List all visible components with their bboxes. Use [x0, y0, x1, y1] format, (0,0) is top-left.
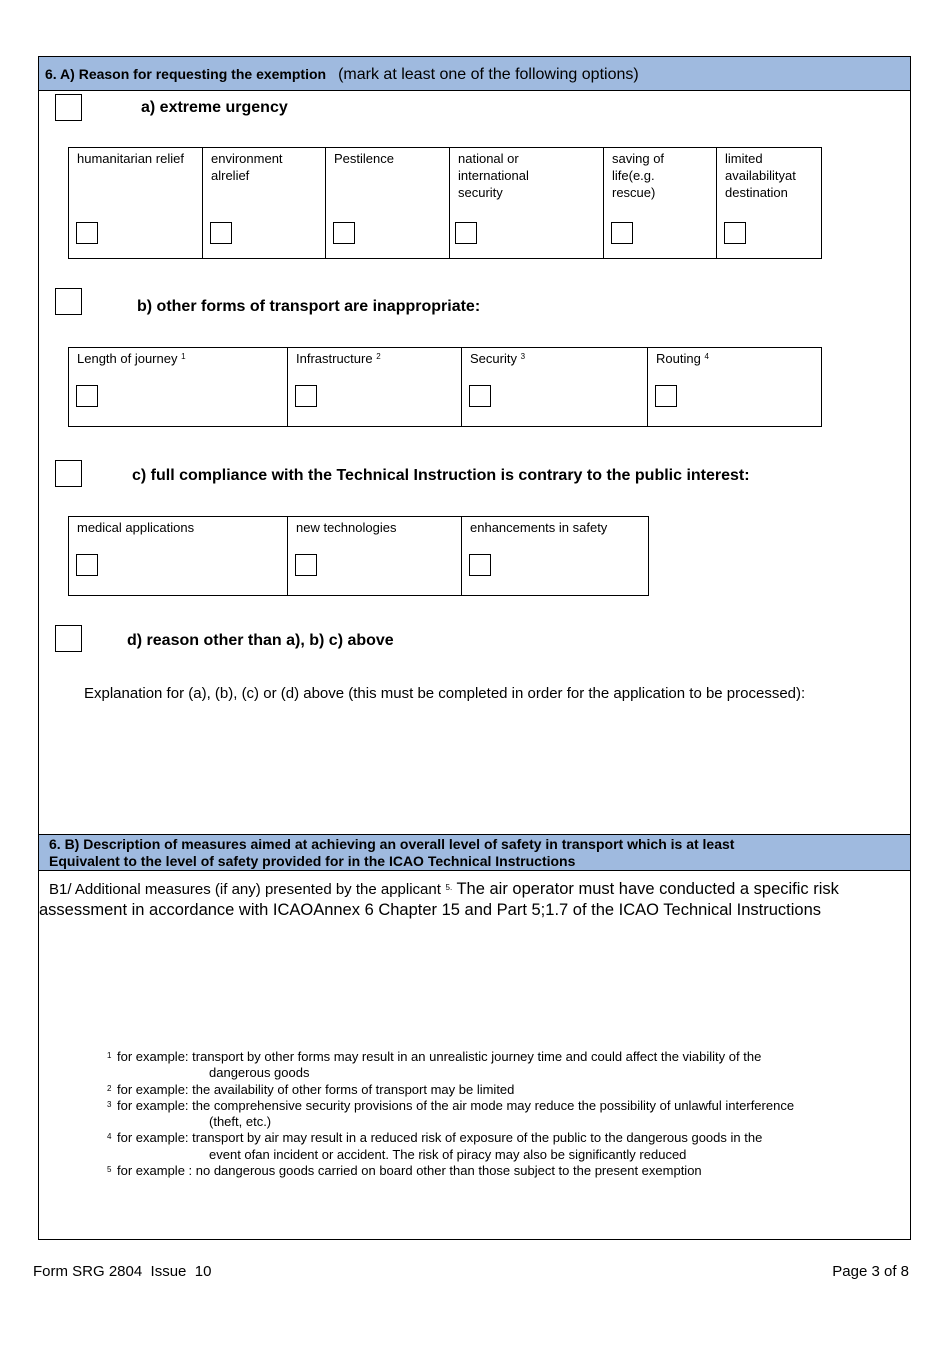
transport-option [648, 348, 822, 427]
public-interest-option [462, 517, 649, 596]
public-interest-checkbox[interactable] [55, 460, 82, 487]
footnote-text: for example : no dangerous goods carried on board other than those subject to the present exemption [117, 1163, 702, 1179]
footnote-number: 5 [107, 1165, 112, 1175]
footnote [107, 1130, 794, 1163]
urgency-option-label: limited availabilityat destination [725, 151, 796, 200]
transport-option-label [296, 350, 453, 367]
extreme-urgency-checkbox[interactable] [55, 94, 82, 121]
humanitarian-relief-checkbox[interactable] [76, 222, 98, 244]
footnote-number: 1 [107, 1051, 112, 1060]
footnote-number: 2 [107, 1083, 112, 1093]
transport-option-label [656, 350, 813, 367]
urgency-option-label: saving of life(e.g. rescue) [612, 151, 665, 200]
transport-option [288, 348, 462, 427]
section-b-header [39, 834, 910, 871]
footnote-number: 3 [107, 1099, 112, 1109]
footnote-text: for example: transport by other forms may result in an unrealistic journey time and could affect the viability of the [117, 1049, 762, 1064]
length-of-journey-checkbox[interactable] [76, 385, 98, 407]
national-security-checkbox[interactable] [455, 222, 477, 244]
new-technologies-checkbox[interactable] [295, 554, 317, 576]
footnote-continuation: dangerous goods [209, 1065, 310, 1081]
footnote-ref: 1 [181, 352, 186, 361]
footnote-ref: 5. [445, 883, 453, 892]
additional-measures [39, 879, 912, 921]
footnotes [107, 1049, 794, 1179]
transport-option-text: Security [470, 351, 517, 366]
urgency-option [69, 148, 203, 259]
public-interest-title: c) full compliance with the Technical Instruction is contrary to the public interest: [132, 467, 750, 484]
extreme-urgency-title: a) extreme urgency [141, 99, 288, 116]
form-identifier: Form SRG 2804 Issue 10 [33, 1263, 212, 1280]
limited-availability-checkbox[interactable] [724, 222, 746, 244]
public-interest-option [288, 517, 462, 596]
urgency-option [203, 148, 326, 259]
public-interest-options-table [68, 516, 649, 596]
transport-option [462, 348, 648, 427]
medical-applications-checkbox[interactable] [76, 554, 98, 576]
transport-option-label [470, 350, 639, 367]
section-a-title: 6. A) Reason for requesting the exemption [45, 66, 327, 82]
footnote-ref: 4 [704, 352, 709, 361]
urgency-option-label: environment alrelief [211, 151, 283, 183]
section-b-title-line1: 6. B) Description of measures aimed at achieving an overall level of safety in transport which is at least [49, 836, 735, 852]
footnote-continuation: event ofan incident or accident. The risk of piracy may also be significantly reduced [209, 1146, 687, 1162]
public-interest-option-label: enhancements in safety [470, 520, 608, 535]
transport-option-text: Length of journey [77, 351, 178, 366]
saving-of-life-checkbox[interactable] [611, 222, 633, 244]
public-interest-option [69, 517, 288, 596]
transport-option [69, 348, 288, 427]
pestilence-checkbox[interactable] [333, 222, 355, 244]
form-section-6 [38, 56, 911, 1240]
security-checkbox[interactable] [469, 385, 491, 407]
urgency-option [604, 148, 717, 259]
public-interest-option-label: new technologies [296, 520, 397, 535]
urgency-options-table [68, 147, 822, 259]
footnote [107, 1098, 794, 1131]
transport-inappropriate-checkbox[interactable] [55, 288, 82, 315]
explanation-label: Explanation for (a), (b), (c) or (d) above (this must be completed in order for the application to be processed): [84, 685, 806, 702]
urgency-option-label: humanitarian relief [77, 151, 184, 166]
safety-enhancements-checkbox[interactable] [469, 554, 491, 576]
additional-measures-text: The air operator must have conducted a specific risk assessment in accordance with ICAOAnnex 6 Chapter 15 and Part 5;1.7 of the ICAO Technical Instructions [39, 880, 839, 919]
section-a-subtitle: (mark at least one of the following options) [338, 66, 639, 83]
transport-option-text: Routing [656, 351, 701, 366]
urgency-option-label: Pestilence [334, 151, 394, 166]
footnote-number: 4 [107, 1132, 112, 1142]
footnote-ref: 2 [376, 352, 381, 361]
urgency-option [450, 148, 604, 259]
footnote-ref: 3 [520, 352, 526, 361]
transport-option-label [77, 350, 279, 367]
other-reason-checkbox[interactable] [55, 625, 82, 652]
section-b-title-line2: Equivalent to the level of safety provided for in the ICAO Technical Instructions [49, 853, 576, 869]
urgency-option-label: national or international security [458, 151, 529, 200]
transport-inappropriate-title: b) other forms of transport are inappropriate: [137, 298, 481, 315]
page-number: Page 3 of 8 [832, 1263, 909, 1280]
footnote [107, 1163, 794, 1179]
transport-options-table [68, 347, 822, 427]
urgency-option [326, 148, 450, 259]
section-a-header [39, 57, 910, 91]
footnote-continuation: (theft, etc.) [209, 1114, 272, 1130]
footnote [107, 1082, 794, 1098]
additional-measures-label: B1/ Additional measures (if any) presented by the applicant [49, 881, 441, 898]
transport-option-text: Infrastructure [296, 351, 373, 366]
other-reason-title: d) reason other than a), b) c) above [127, 632, 394, 649]
urgency-option [717, 148, 822, 259]
footnote-text: for example: the availability of other forms of transport may be limited [117, 1081, 515, 1097]
routing-checkbox[interactable] [655, 385, 677, 407]
footnote [107, 1049, 794, 1082]
public-interest-option-label: medical applications [77, 520, 195, 535]
footnote-text: for example: transport by air may result in a reduced risk of exposure of the public to the dangerous goods in the [117, 1130, 763, 1146]
infrastructure-checkbox[interactable] [295, 385, 317, 407]
environmental-relief-checkbox[interactable] [210, 222, 232, 244]
footnote-text: for example: the comprehensive security provisions of the air mode may reduce the possibility of unlawful interference [117, 1097, 795, 1113]
